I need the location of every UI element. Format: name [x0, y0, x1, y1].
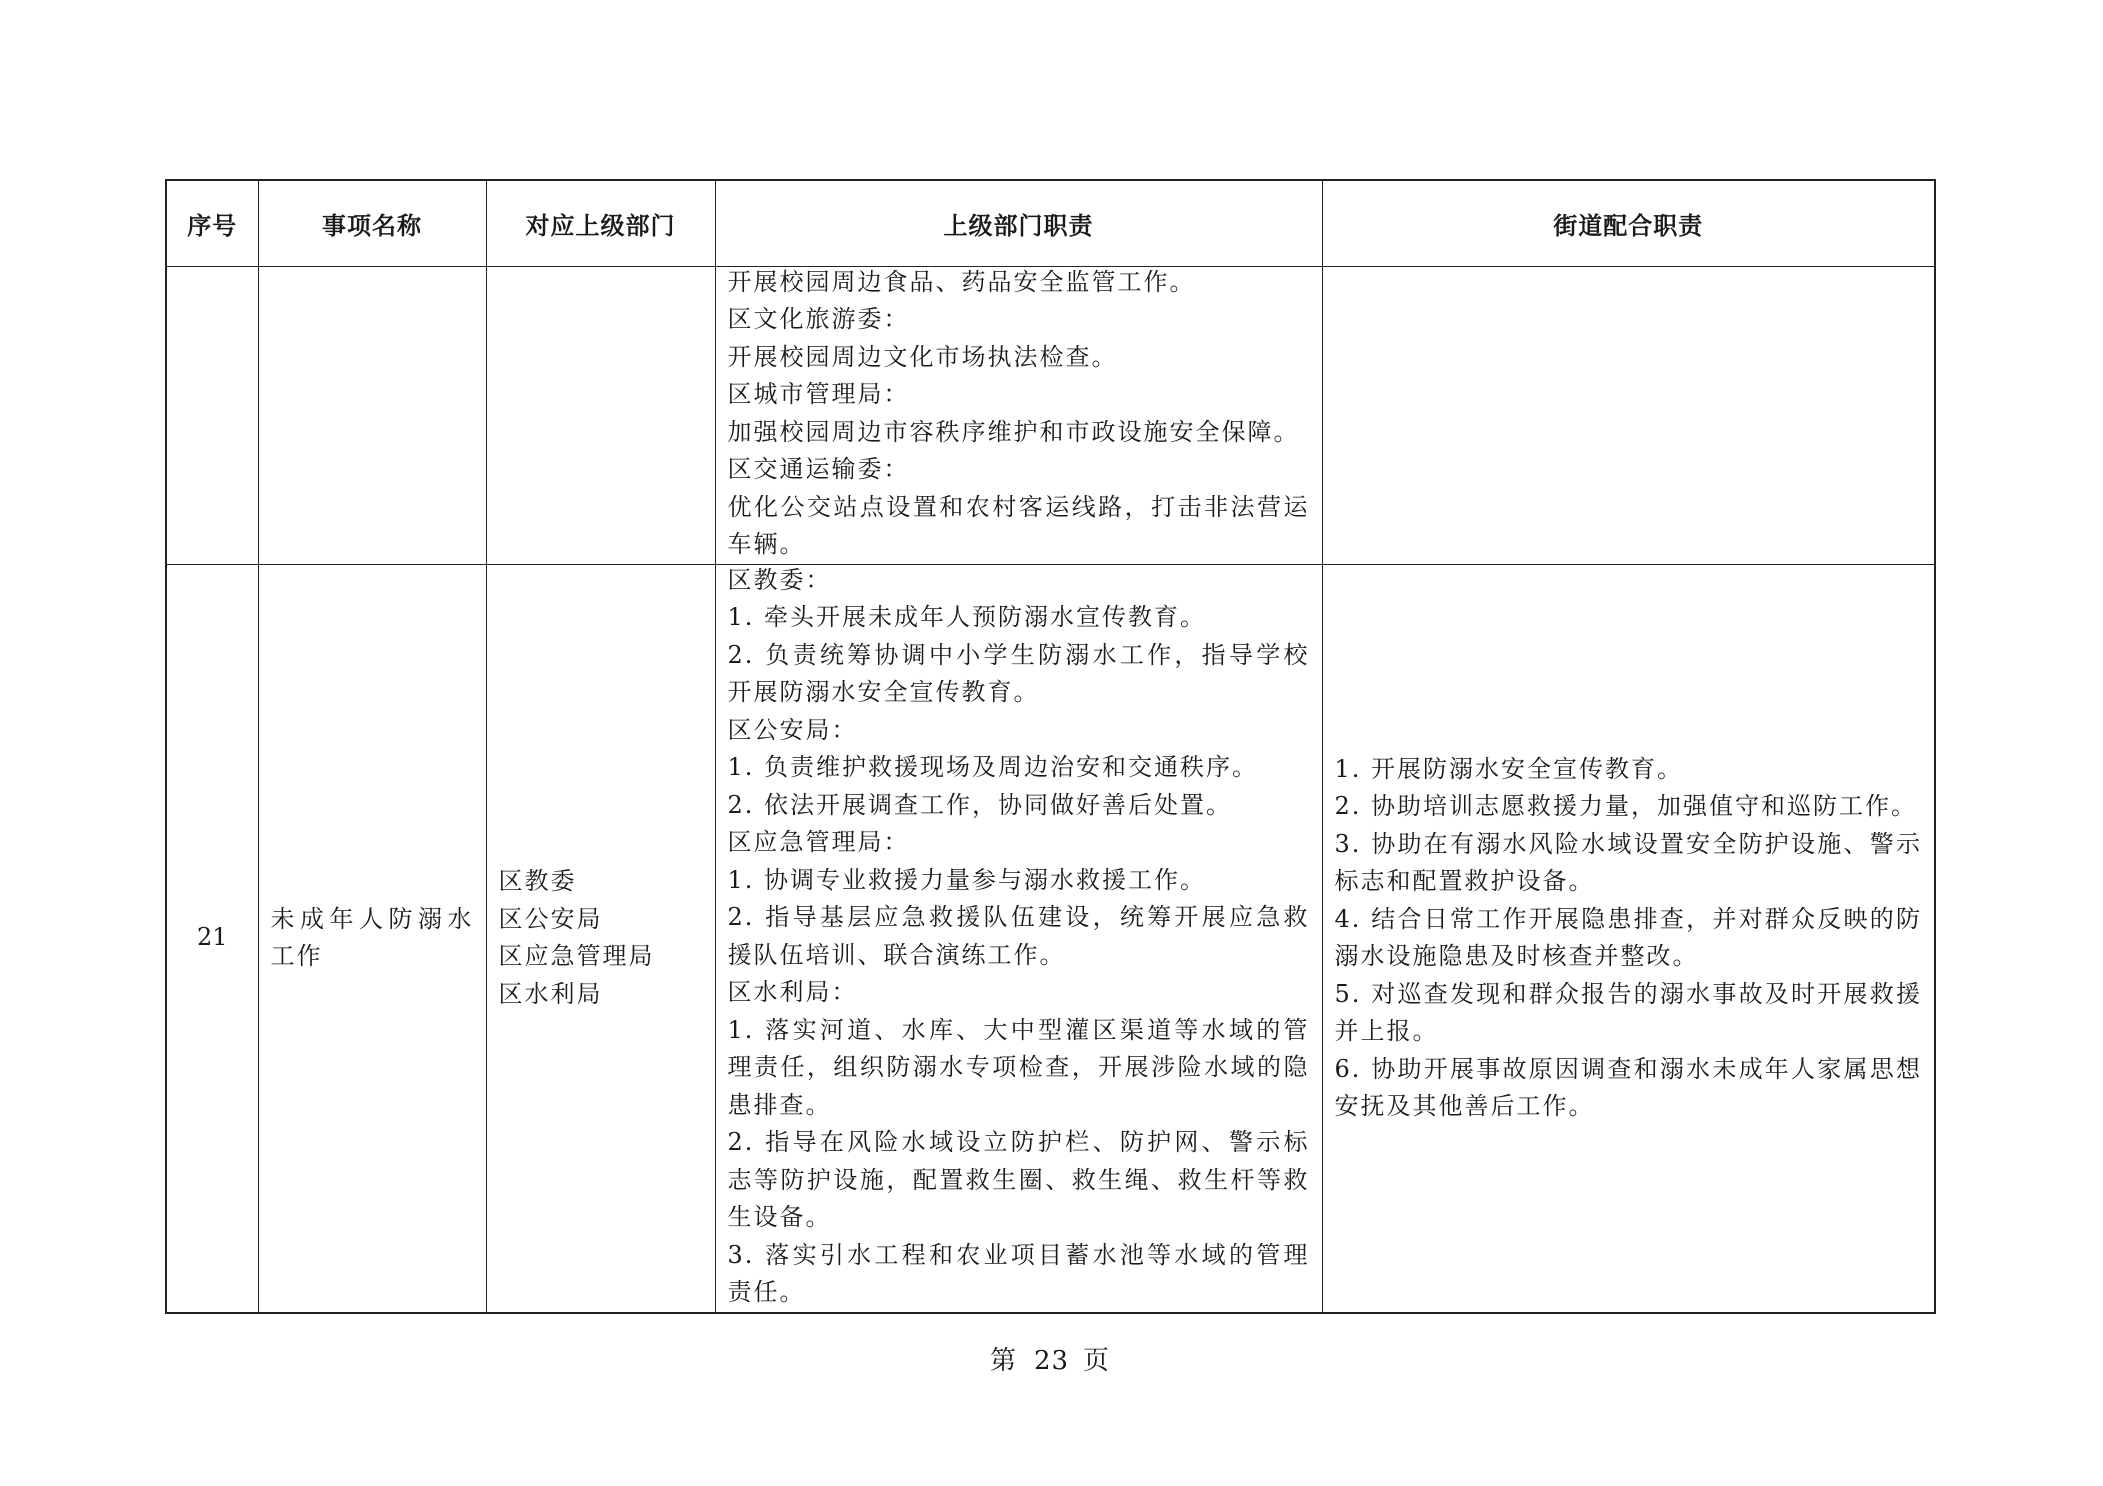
page-number: 23 — [1033, 1346, 1070, 1376]
duty-line: 1. 落实河道、水库、大中型灌区渠道等水域的管理责任，组织防溺水专项检查，开展涉险水域的隐患排查。 — [727, 1015, 1310, 1119]
duty-table — [165, 179, 1936, 1314]
duty-line: 区文化旅游委： — [727, 305, 910, 333]
duty-line: 2. 指导在风险水域设立防护栏、防护网、警示标志等防护设施，配置救生圈、救生绳、救生杆等救生设备。 — [727, 1128, 1310, 1231]
duty-line: 区教委： — [727, 565, 832, 594]
cell-item-name — [258, 266, 486, 564]
page-prefix: 第 — [989, 1346, 1020, 1376]
duty-line: 2. 负责统筹协调中小学生防溺水工作，指导学校开展防溺水安全宣传教育。 — [727, 640, 1310, 706]
street-duty-line: 1. 开展防溺水安全宣传教育。 — [1334, 754, 1684, 783]
duty-line: 区应急管理局： — [727, 828, 910, 856]
department-name: 区教委 — [498, 867, 577, 895]
cell-superior-duty — [715, 266, 1322, 564]
duty-line: 1. 协调专业救援力量参与溺水救援工作。 — [727, 865, 1207, 894]
table-row — [166, 266, 1935, 564]
duty-line: 1. 负责维护救援现场及周边治安和交通秩序。 — [727, 753, 1259, 781]
street-duty-line: 4. 结合日常工作开展隐患排查，并对群众反映的防溺水设施隐患及时核查并整改。 — [1334, 904, 1922, 970]
cell-street-duty — [1322, 564, 1935, 1313]
cell-seq: 21 — [166, 564, 258, 1313]
duty-line: 2. 依法开展调查工作，协同做好善后处置。 — [727, 790, 1233, 819]
duty-line: 开展校园周边文化市场执法检查。 — [727, 342, 1118, 371]
department-name: 区应急管理局 — [498, 942, 655, 970]
duty-line: 3. 落实引水工程和农业项目蓄水池等水域的管理责任。 — [727, 1240, 1310, 1306]
duty-line: 优化公交站点设置和农村客运线路，打击非法营运车辆。 — [727, 492, 1310, 558]
duty-line: 区水利局： — [727, 978, 858, 1006]
cell-department — [486, 564, 715, 1313]
cell-superior-duty — [715, 564, 1322, 1313]
table-row — [166, 564, 1935, 1313]
page-footer — [0, 1340, 2103, 1377]
street-duty-line: 6. 协助开展事故原因调查和溺水未成年人家属思想安抚及其他善后工作。 — [1334, 1054, 1922, 1120]
header-street-duty: 街道配合职责 — [1322, 180, 1935, 266]
cell-street-duty — [1322, 266, 1935, 564]
duty-line: 2. 指导基层应急救援队伍建设，统筹开展应急救援队伍培训、联合演练工作。 — [727, 903, 1310, 969]
duty-line: 1. 牵头开展未成年人预防溺水宣传教育。 — [727, 603, 1207, 631]
header-seq: 序号 — [166, 180, 258, 266]
street-duty-line: 5. 对巡查发现和群众报告的溺水事故及时开展救援并上报。 — [1334, 979, 1922, 1045]
duty-line: 区公安局： — [727, 715, 858, 744]
street-duty-line: 3. 协助在有溺水风险水域设置安全防护设施、警示标志和配置救护设备。 — [1334, 829, 1922, 895]
page-suffix: 页 — [1083, 1346, 1114, 1376]
cell-seq — [166, 266, 258, 564]
department-name: 区水利局 — [498, 979, 603, 1008]
duty-line: 区城市管理局： — [727, 380, 910, 408]
duty-line: 区交通运输委： — [727, 455, 910, 483]
duty-line: 加强校园周边市容秩序维护和市政设施安全保障。 — [727, 417, 1300, 446]
item-name-text: 未成年人防溺水工作 — [270, 904, 474, 970]
header-row — [166, 180, 1935, 266]
header-superior-duty: 上级部门职责 — [715, 180, 1322, 266]
department-name: 区公安局 — [498, 904, 603, 933]
street-duty-line: 2. 协助培训志愿救援力量，加强值守和巡防工作。 — [1334, 792, 1918, 820]
header-department: 对应上级部门 — [486, 180, 715, 266]
cell-department — [486, 266, 715, 564]
header-item-name: 事项名称 — [258, 180, 486, 266]
cell-item-name — [258, 564, 486, 1313]
duty-line: 开展校园周边食品、药品安全监管工作。 — [727, 267, 1196, 296]
